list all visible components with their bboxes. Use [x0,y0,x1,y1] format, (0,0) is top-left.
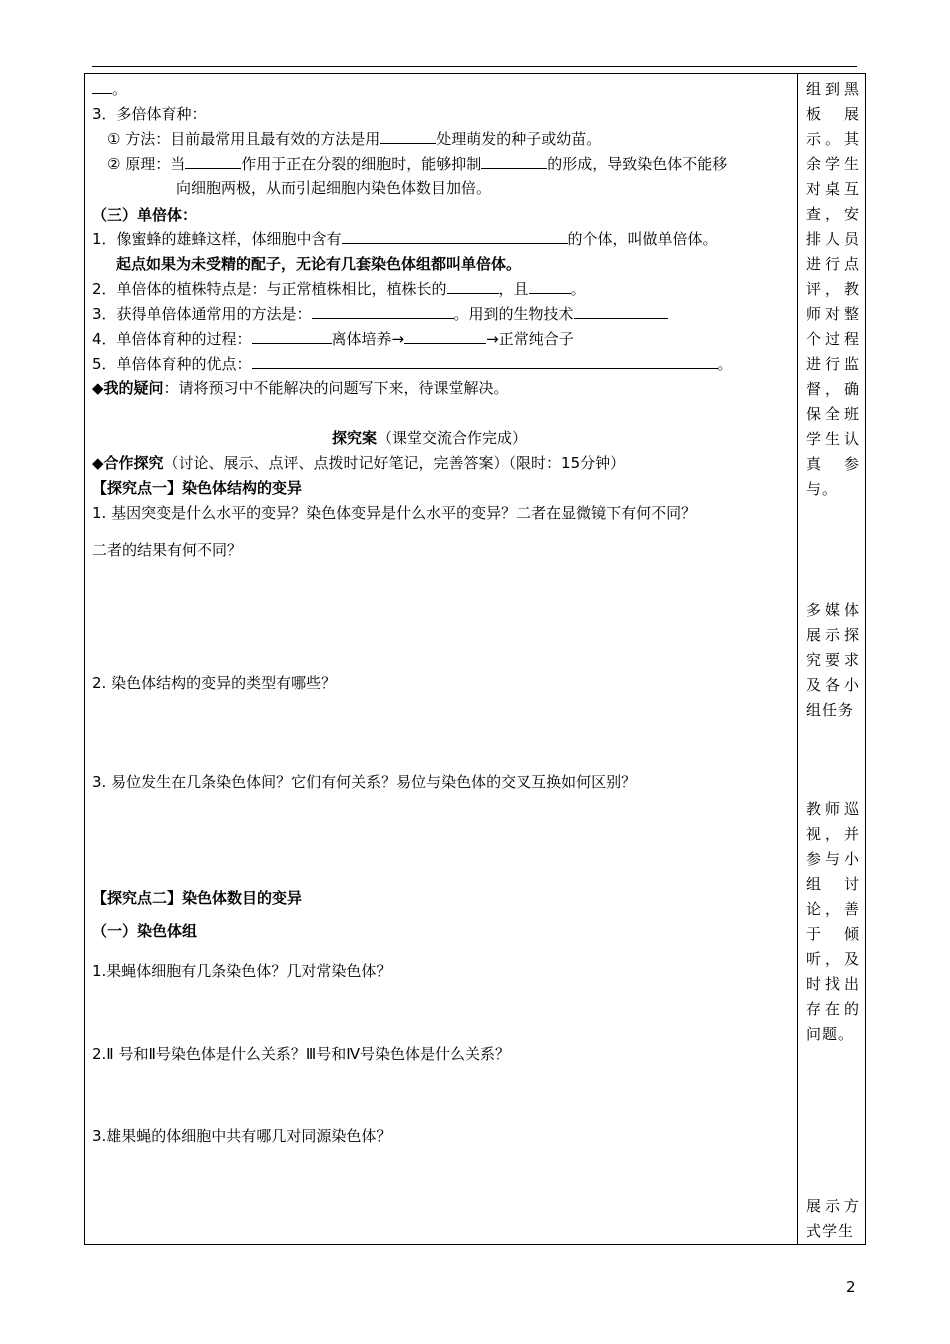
side-note-teacher: 教师巡视，并参与小组讨论，善于倾听，及时找出存在的问题。 [806,800,860,1043]
answer-blank[interactable] [252,329,332,344]
answer-blank[interactable] [312,304,454,319]
question-2: 2. 染色体结构的变异的类型有哪些？ [92,674,337,692]
haploid-section-title: （三）单倍体： [92,206,198,224]
question-1-cont: 二者的结果有何不同？ [92,541,243,559]
set-question-1: 1.果蝇体细胞有几条染色体？几对常染色体？ [92,962,392,980]
answer-blank[interactable] [342,229,568,244]
explore-heading: 探究案（课堂交流合作完成） [332,429,528,447]
set-question-3: 3.雄果蝇的体细胞中共有哪几对同源染色体？ [92,1127,392,1145]
polyploid-breeding-title: 3．多倍体育种： [92,105,207,123]
answer-blank[interactable] [447,279,499,294]
answer-blank[interactable] [574,304,668,319]
side-note-multimedia: 多媒体展示探究要求及各小组任务 [806,601,860,719]
polyploid-principle-cont: 向细胞两极，从而引起细胞内染色体数目加倍。 [176,179,492,197]
continuation-line: 。 [92,79,127,101]
inquiry-point-1-title: 【探究点一】染色体结构的变异 [92,479,303,497]
header-rule [92,66,857,67]
answer-blank[interactable] [380,129,436,144]
side-note-display: 展示方式学生 [806,1197,860,1240]
inquiry-point-2-title: 【探究点二】染色体数目的变异 [92,889,303,907]
polyploid-method: ① 方法：目前最常用且最有效的方法是用 处理萌发的种子或幼苗。 [107,130,602,148]
side-note-presentation: 组到黑板展示。其余学生对桌互查，安排人员进行点评，教师对整个过程进行监督，确保全班学生认真参与。 [806,80,860,498]
haploid-q3: 3．获得单倍体通常用的方法是： 。用到的生物技术 [92,304,668,326]
set-question-2: 2.Ⅱ 号和Ⅱ号染色体是什么关系？Ⅲ号和Ⅳ号染色体是什么关系？ [92,1045,511,1063]
haploid-q2: 2．单倍体的植株特点是：与正常植株相比，植株长的 ，且 。 [92,280,586,298]
answer-blank[interactable] [185,154,241,169]
answer-blank[interactable] [529,279,571,294]
answer-blank[interactable] [481,154,547,169]
question-3: 3. 易位发生在几条染色体间？它们有何关系？易位与染色体的交叉互换如何区别？ [92,773,637,791]
my-doubts: ◆我的疑问：请将预习中不能解决的问题写下来，待课堂解决。 [92,379,509,397]
cooperative-inquiry: ◆合作探究（讨论、展示、点评、点拨时记好笔记，完善答案）（限时：15分钟） [92,454,626,472]
chromosome-set-title: （一）染色体组 [92,922,198,940]
haploid-q4: 4．单倍体育种的过程： 离体培养→ →正常纯合子 [92,330,574,348]
main-column [92,73,792,1243]
answer-blank[interactable] [404,329,486,344]
haploid-note: 起点如果为未受精的配子，无论有几套染色体组都叫单倍体。 [116,255,522,273]
answer-blank[interactable] [252,354,718,369]
question-1: 1. 基因突变是什么水平的变异？染色体变异是什么水平的变异？二者在显微镜下有何不同？ [92,504,697,522]
column-divider [797,73,798,1245]
haploid-q1: 1．像蜜蜂的雄蜂这样，体细胞中含有 的个体，叫做单倍体。 [92,230,718,248]
page-number: 2 [846,1278,856,1296]
haploid-q5: 5．单倍体育种的优点： 。 [92,355,733,373]
polyploid-principle: ② 原理：当 作用于正在分裂的细胞时，能够抑制 的形成，导致染色体不能移 [107,155,728,173]
